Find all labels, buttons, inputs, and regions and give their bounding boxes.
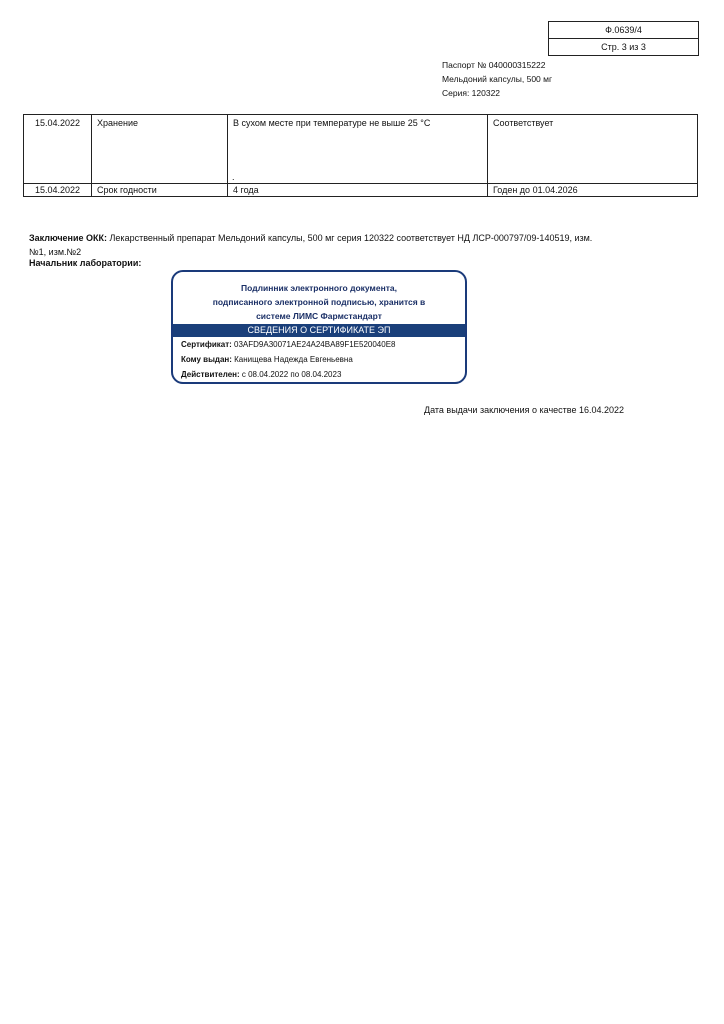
conclusion (29, 231, 609, 259)
cell-date: 15.04.2022 (24, 115, 92, 184)
cell-result: Соответствует (488, 115, 698, 184)
issue-date: Дата выдачи заключения о качестве 16.04.2022 (424, 405, 624, 415)
series: Серия: 120322 (442, 88, 501, 98)
conclusion-label: Заключение ОКК: (29, 233, 108, 243)
valid-value: с 08.04.2022 по 08.04.2023 (239, 370, 342, 379)
lab-head-label: Начальник лаборатории: (29, 258, 142, 268)
cell-requirement: 4 года (228, 184, 488, 197)
table-row (24, 115, 698, 184)
owner-label: Кому выдан: (181, 355, 232, 364)
cell-test: Хранение (92, 115, 228, 184)
cell-test: Срок годности (92, 184, 228, 197)
cert-label: Сертификат: (181, 340, 232, 349)
passport-number: Паспорт № 040000315222 (442, 60, 546, 70)
stamp-validity (173, 367, 465, 382)
stamp-certificate (173, 337, 465, 352)
product-name: Мельдоний капсулы, 500 мг (442, 74, 553, 84)
owner-value: Канищева Надежда Евгеньевна (231, 355, 353, 364)
form-code: Ф.0639/4 (605, 25, 642, 35)
stamp-owner (173, 352, 465, 367)
table-row (24, 184, 698, 197)
stamp-band: СВЕДЕНИЯ О СЕРТИФИКАТЕ ЭП (173, 324, 465, 337)
cell-requirement: В сухом месте при температуре не выше 25 °С (228, 115, 488, 184)
stamp-line-2: подписанного электронной подписью, хранится в (212, 297, 426, 307)
cert-value: 03AFD9A30071AE24A24BA89F1E520040E8 (231, 340, 396, 349)
form-code-box (548, 21, 699, 56)
passport-info (442, 58, 552, 100)
conclusion-text: Лекарственный препарат Мельдоний капсулы, 500 мг серия 120322 соответствует НД ЛСР-000797/09-140519, изм.№1, изм.№2 (29, 233, 593, 257)
page-number: Стр. 3 из 3 (549, 38, 698, 55)
results-table (23, 114, 698, 197)
cell-date: 15.04.2022 (24, 184, 92, 197)
e-signature-stamp (171, 270, 467, 384)
stray-dot: . (232, 172, 235, 182)
stamp-line-1: Подлинник электронного документа, (241, 283, 397, 293)
cell-result: Годен до 01.04.2026 (488, 184, 698, 197)
stamp-line-3: системе ЛИМС Фармстандарт (256, 311, 382, 321)
valid-label: Действителен: (181, 370, 240, 379)
